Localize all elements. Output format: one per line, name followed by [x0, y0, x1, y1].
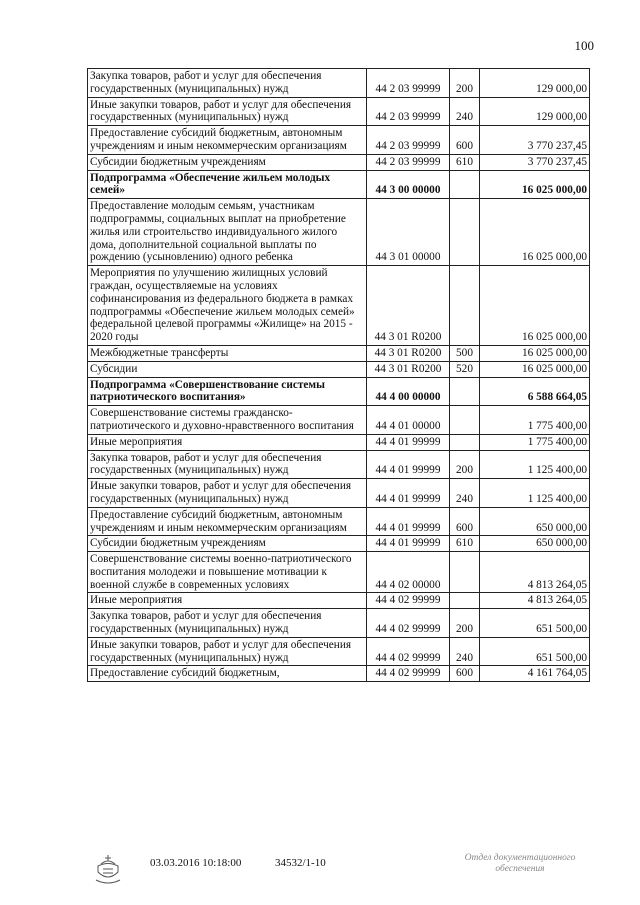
row-sum-cell: 650 000,00 — [480, 536, 590, 552]
table-row — [88, 450, 590, 479]
table-row — [88, 377, 590, 406]
row-name-cell: Совершенствование системы гражданско-патриотического и духовно-нравственного воспитания — [88, 406, 367, 435]
row-sum-cell: 6 588 664,05 — [480, 377, 590, 406]
row-sum-cell: 1 775 400,00 — [480, 434, 590, 450]
row-sum-cell: 16 025 000,00 — [480, 170, 590, 199]
row-name-cell: Совершенствование системы военно-патриотического воспитания молодежи и повышение мотивации к военной службе в современных условиях — [88, 552, 367, 593]
row-sum-cell: 16 025 000,00 — [480, 199, 590, 266]
table-row — [88, 536, 590, 552]
row-type-cell: 600 — [450, 126, 480, 155]
row-code-cell: 44 2 03 99999 — [367, 69, 450, 98]
row-type-cell: 240 — [450, 637, 480, 666]
row-type-cell: 520 — [450, 361, 480, 377]
row-name-cell: Предоставление субсидий бюджетным, автономным учреждениям и иным некоммерческим организациям — [88, 126, 367, 155]
row-sum-cell: 4 813 264,05 — [480, 593, 590, 609]
row-name-cell: Закупка товаров, работ и услуг для обеспечения государственных (муниципальных) нужд — [88, 609, 367, 638]
row-type-cell: 200 — [450, 69, 480, 98]
row-name-cell: Субсидии бюджетным учреждениям — [88, 536, 367, 552]
row-code-cell: 44 3 01 R0200 — [367, 345, 450, 361]
row-type-cell — [450, 593, 480, 609]
row-type-cell — [450, 170, 480, 199]
row-code-cell: 44 4 00 00000 — [367, 377, 450, 406]
budget-table — [87, 68, 590, 682]
row-type-cell: 600 — [450, 507, 480, 536]
table-row — [88, 593, 590, 609]
row-name-cell: Иные мероприятия — [88, 593, 367, 609]
row-name-cell: Мероприятия по улучшению жилищных условий граждан, осуществляемые на условиях софинансирования из федерального бюджета в рамках подпрограммы «Обеспечение жильем молодых семей» федеральной целевой программы «Жилище» на 2015 - 2020 годы — [88, 266, 367, 346]
row-code-cell: 44 2 03 99999 — [367, 126, 450, 155]
footer — [0, 852, 640, 892]
row-code-cell: 44 4 01 99999 — [367, 450, 450, 479]
row-sum-cell: 651 500,00 — [480, 609, 590, 638]
row-name-cell: Иные закупки товаров, работ и услуг для обеспечения государственных (муниципальных) нужд — [88, 97, 367, 126]
emblem-icon — [92, 852, 124, 886]
table-row — [88, 170, 590, 199]
row-name-cell: Предоставление субсидий бюджетным, — [88, 666, 367, 682]
table-row — [88, 666, 590, 682]
row-type-cell — [450, 434, 480, 450]
row-code-cell: 44 4 01 99999 — [367, 536, 450, 552]
row-type-cell — [450, 552, 480, 593]
row-sum-cell: 1 125 400,00 — [480, 479, 590, 508]
table-row — [88, 361, 590, 377]
row-name-cell: Предоставление субсидий бюджетным, автономным учреждениям и иным некоммерческим организациям — [88, 507, 367, 536]
row-type-cell — [450, 199, 480, 266]
row-type-cell: 500 — [450, 345, 480, 361]
row-type-cell: 240 — [450, 97, 480, 126]
row-code-cell: 44 4 02 99999 — [367, 593, 450, 609]
table-row — [88, 406, 590, 435]
table-row — [88, 609, 590, 638]
row-sum-cell: 16 025 000,00 — [480, 361, 590, 377]
row-name-cell: Межбюджетные трансферты — [88, 345, 367, 361]
row-code-cell: 44 3 01 00000 — [367, 199, 450, 266]
row-sum-cell: 650 000,00 — [480, 507, 590, 536]
table-row — [88, 345, 590, 361]
row-name-cell: Субсидии — [88, 361, 367, 377]
footer-doc-number: 34532/1-10 — [275, 857, 326, 869]
row-sum-cell: 129 000,00 — [480, 97, 590, 126]
stamp-line-1: Отдел документационного — [464, 853, 576, 863]
row-name-cell: Субсидии бюджетным учреждениям — [88, 154, 367, 170]
row-name-cell: Предоставление молодым семьям, участникам подпрограммы, социальных выплат на приобретение жилья или строительство индивидуального жилого дома, дополнительной социальной выплаты по рождению (усыновлению) одного ребенка — [88, 199, 367, 266]
table-row — [88, 479, 590, 508]
footer-datetime: 03.03.2016 10:18:00 — [150, 857, 242, 869]
row-type-cell — [450, 377, 480, 406]
row-code-cell: 44 4 02 00000 — [367, 552, 450, 593]
stamp-line-2: обеспечения — [495, 864, 545, 874]
row-sum-cell: 129 000,00 — [480, 69, 590, 98]
table-row — [88, 154, 590, 170]
table-row — [88, 199, 590, 266]
row-code-cell: 44 4 01 99999 — [367, 479, 450, 508]
row-code-cell: 44 4 02 99999 — [367, 609, 450, 638]
row-sum-cell: 4 813 264,05 — [480, 552, 590, 593]
row-code-cell: 44 4 02 99999 — [367, 666, 450, 682]
row-type-cell: 200 — [450, 450, 480, 479]
row-code-cell: 44 4 01 00000 — [367, 406, 450, 435]
row-sum-cell: 1 125 400,00 — [480, 450, 590, 479]
row-sum-cell: 3 770 237,45 — [480, 154, 590, 170]
table-row — [88, 637, 590, 666]
table-row — [88, 434, 590, 450]
row-code-cell: 44 2 03 99999 — [367, 97, 450, 126]
row-name-cell: Иные мероприятия — [88, 434, 367, 450]
row-type-cell: 610 — [450, 154, 480, 170]
row-name-cell: Иные закупки товаров, работ и услуг для обеспечения государственных (муниципальных) нужд — [88, 479, 367, 508]
row-type-cell: 240 — [450, 479, 480, 508]
row-code-cell: 44 3 01 R0200 — [367, 266, 450, 346]
row-code-cell: 44 4 01 99999 — [367, 507, 450, 536]
row-name-cell: Подпрограмма «Совершенствование системы патриотического воспитания» — [88, 377, 367, 406]
row-type-cell: 600 — [450, 666, 480, 682]
budget-table-body — [88, 69, 590, 682]
table-row — [88, 69, 590, 98]
row-code-cell: 44 3 00 00000 — [367, 170, 450, 199]
table-row — [88, 266, 590, 346]
row-type-cell: 200 — [450, 609, 480, 638]
row-sum-cell: 4 161 764,05 — [480, 666, 590, 682]
row-name-cell: Подпрограмма «Обеспечение жильем молодых семей» — [88, 170, 367, 199]
row-type-cell — [450, 266, 480, 346]
page-number: 100 — [574, 38, 594, 53]
row-sum-cell: 651 500,00 — [480, 637, 590, 666]
row-sum-cell: 3 770 237,45 — [480, 126, 590, 155]
row-code-cell: 44 4 01 99999 — [367, 434, 450, 450]
row-sum-cell: 16 025 000,00 — [480, 266, 590, 346]
table-row — [88, 126, 590, 155]
row-type-cell — [450, 406, 480, 435]
row-sum-cell: 16 025 000,00 — [480, 345, 590, 361]
table-row — [88, 97, 590, 126]
table-row — [88, 507, 590, 536]
row-name-cell: Иные закупки товаров, работ и услуг для обеспечения государственных (муниципальных) нужд — [88, 637, 367, 666]
table-row — [88, 552, 590, 593]
row-name-cell: Закупка товаров, работ и услуг для обеспечения государственных (муниципальных) нужд — [88, 450, 367, 479]
row-code-cell: 44 2 03 99999 — [367, 154, 450, 170]
row-code-cell: 44 4 02 99999 — [367, 637, 450, 666]
row-sum-cell: 1 775 400,00 — [480, 406, 590, 435]
row-name-cell: Закупка товаров, работ и услуг для обеспечения государственных (муниципальных) нужд — [88, 69, 367, 98]
row-code-cell: 44 3 01 R0200 — [367, 361, 450, 377]
department-stamp — [440, 853, 600, 875]
row-type-cell: 610 — [450, 536, 480, 552]
